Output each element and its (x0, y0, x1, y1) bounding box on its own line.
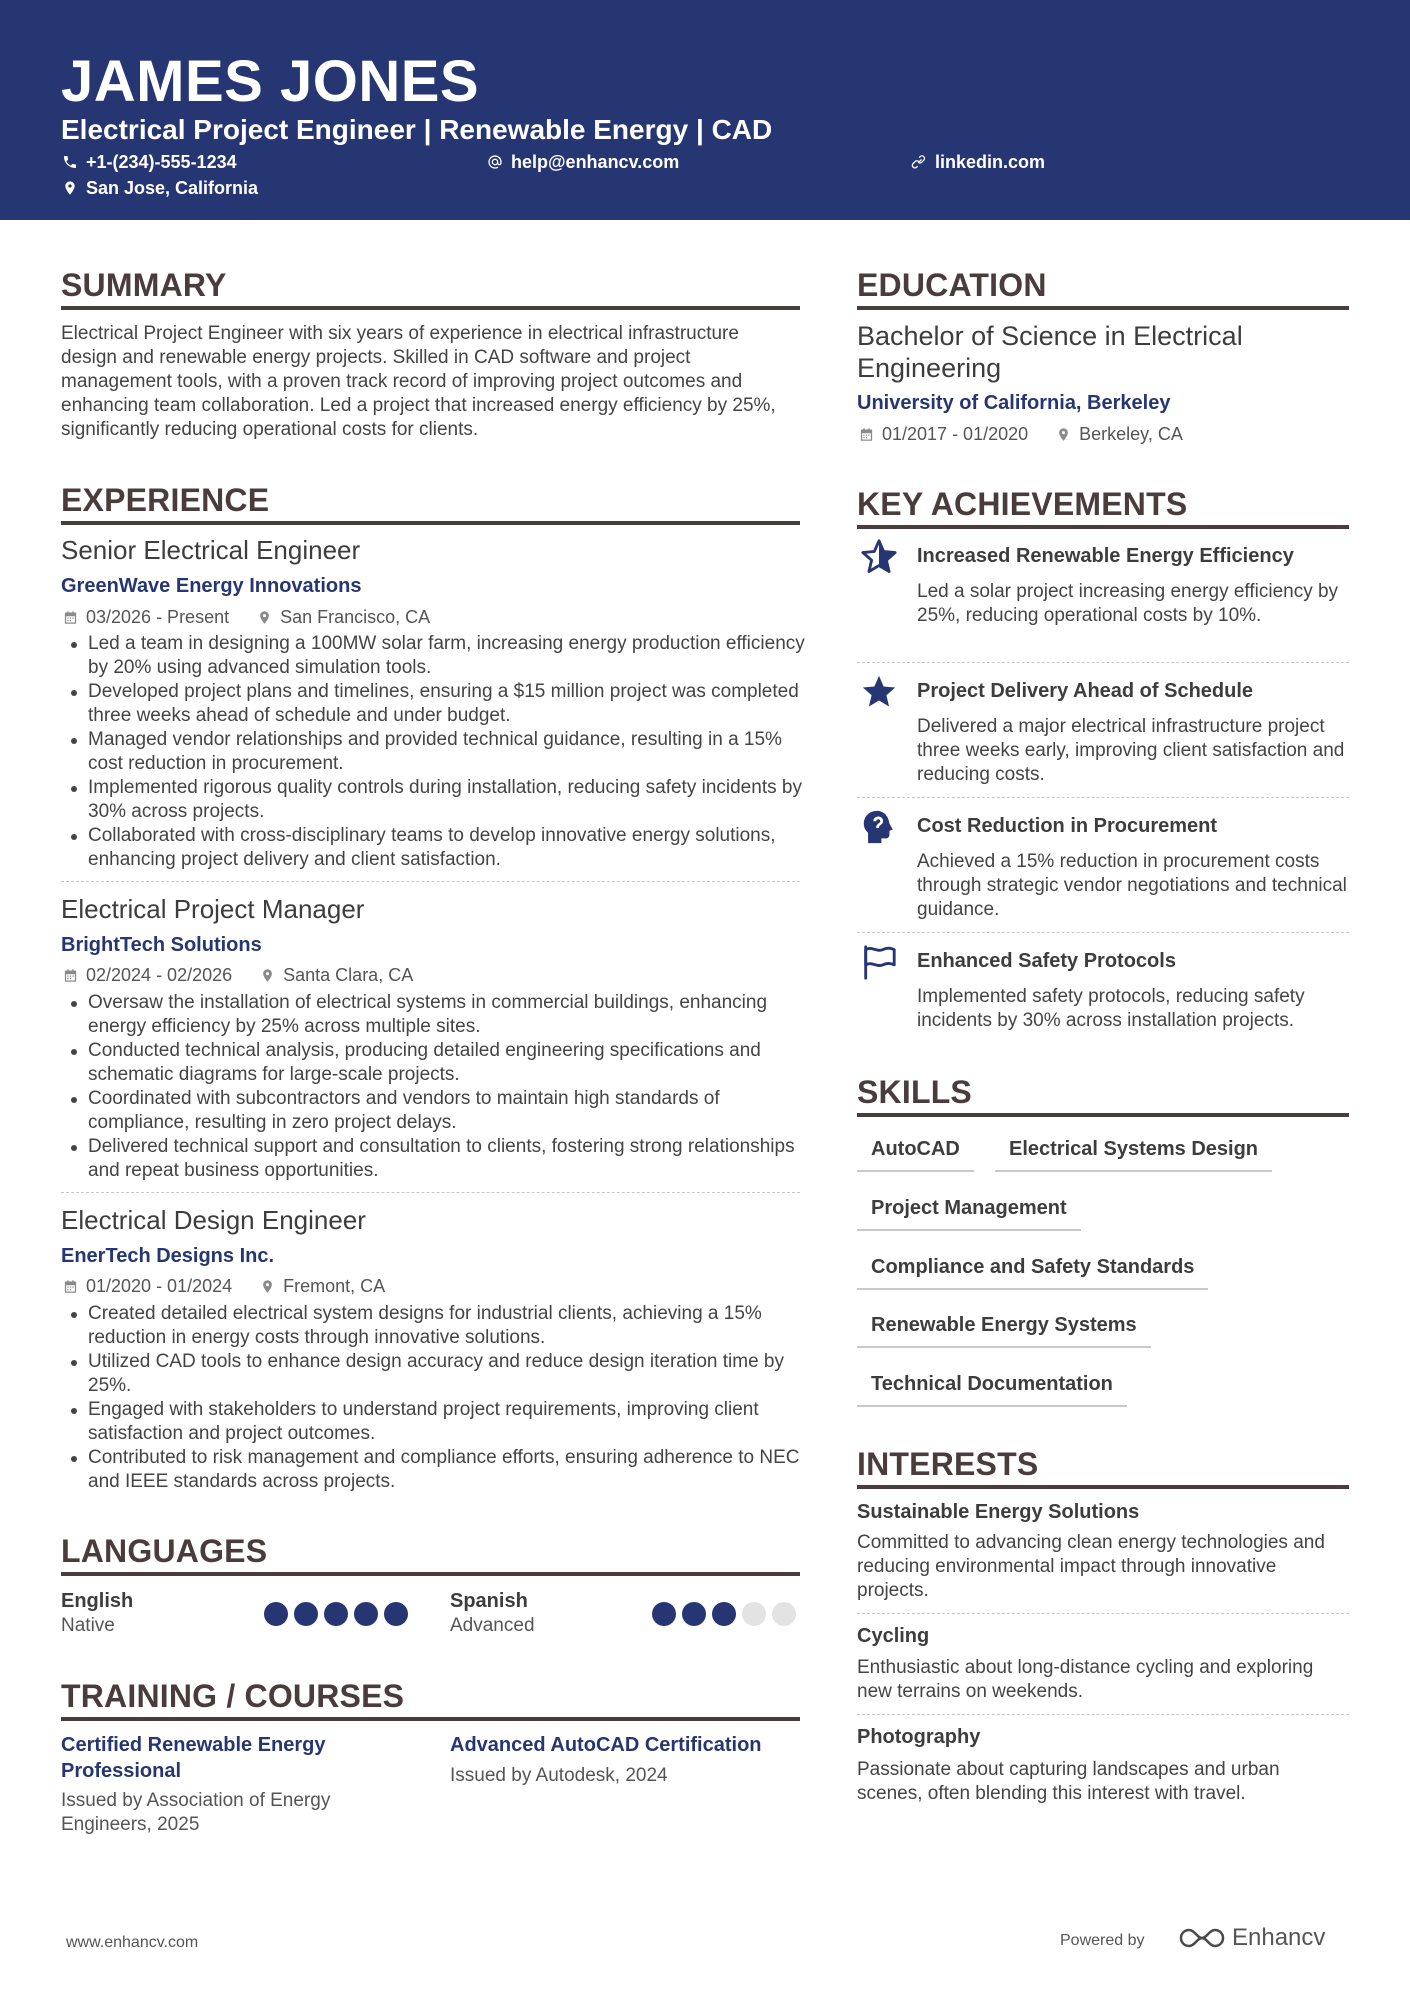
interest-title: Sustainable Energy Solutions (857, 1501, 1140, 1523)
list-item: Engaged with stakeholders to understand project requirements, improving client satisfaction and project outcomes. (61, 1398, 806, 1446)
rating-dot-filled (384, 1602, 408, 1626)
list-item: Managed vendor relationships and provided technical guidance, resulting in a 15% cost reduction in procurement. (61, 728, 806, 776)
interest-title: Cycling (857, 1625, 930, 1647)
job-divider (61, 1192, 800, 1193)
achievement-title: Enhanced Safety Protocols (917, 950, 1176, 972)
list-item: Contributed to risk management and compliance efforts, ensuring adherence to NEC and IEEE standards across projects. (61, 1446, 806, 1494)
star-filled-icon (860, 673, 898, 711)
achievement-desc: Implemented safety protocols, reducing safety incidents by 30% across installation projects. (917, 986, 1305, 1031)
list-item: Led a team in designing a 100MW solar farm, increasing energy production efficiency by 20% using advanced simulation tools. (61, 632, 806, 680)
location-pin-icon (260, 968, 275, 983)
job-dates: 01/2020 - 01/2024 (86, 1276, 233, 1296)
job-company[interactable]: BrightTech Solutions (61, 934, 262, 956)
education-meta (859, 423, 1183, 445)
job-meta (63, 1275, 385, 1297)
list-item: Utilized CAD tools to enhance design accuracy and reduce design iteration time by 25%. (61, 1350, 806, 1398)
calendar-icon (63, 1279, 78, 1294)
phone-text: +1-(234)-555-1234 (86, 152, 237, 172)
location-pin-icon (260, 1279, 275, 1294)
interests-title: INTERESTS (857, 1446, 1039, 1482)
at-icon (487, 154, 503, 170)
list-item: Developed project plans and timelines, ensuring a $15 million project was completed three weeks ahead of schedule and under budget. (61, 680, 806, 728)
job-meta (63, 964, 413, 986)
flag-icon (860, 943, 898, 981)
experience-rule (61, 521, 800, 525)
list-item: Oversaw the installation of electrical systems in commercial buildings, enhancing energy efficiency by 25% across multiple sites. (61, 991, 806, 1039)
resume-header (0, 0, 1410, 220)
job-dates: 02/2024 - 02/2026 (86, 965, 233, 985)
skill-tag: Project Management (857, 1195, 1081, 1231)
headline: Electrical Project Engineer | Renewable Energy | CAD (61, 114, 773, 145)
rating-dot-filled (264, 1602, 288, 1626)
education-location: Berkeley, CA (1079, 424, 1183, 444)
location-text: San Jose, California (86, 178, 259, 198)
list-item: Created detailed electrical system designs for industrial clients, achieving a 15% reduction in energy costs through innovative solutions. (61, 1302, 806, 1350)
job-location: San Francisco, CA (280, 607, 431, 627)
contact-linkedin[interactable] (911, 150, 1045, 174)
list-item: Collaborated with cross-disciplinary teams to develop innovative energy solutions, enhancing project delivery and client satisfaction. (61, 824, 806, 872)
rating-dot-filled (712, 1602, 736, 1626)
education-title: EDUCATION (857, 267, 1047, 303)
footer-logo[interactable] (1178, 1924, 1325, 1952)
list-item: Delivered technical support and consultation to clients, fostering strong relationships and repeat business opportunities. (61, 1135, 806, 1183)
rating-dot-filled (682, 1602, 706, 1626)
training-title: TRAINING / COURSES (61, 1678, 405, 1714)
location-pin-icon (62, 180, 78, 196)
head-profile-icon (860, 808, 898, 846)
achievement-divider (857, 797, 1349, 798)
list-item: Implemented rigorous quality controls during installation, reducing safety incidents by 30% across projects. (61, 776, 806, 824)
education-dates: 01/2017 - 01/2020 (882, 424, 1029, 444)
course-issuer: Issued by Autodesk, 2024 (450, 1765, 668, 1786)
languages-rule (61, 1572, 800, 1576)
rating-dot-filled (294, 1602, 318, 1626)
footer-brand: Enhancv (1232, 1924, 1326, 1951)
summary-rule (61, 306, 800, 310)
email-text: help@enhancv.com (511, 152, 680, 172)
footer-powered-by: Powered by (1060, 1932, 1145, 1949)
job-dates: 03/2026 - Present (86, 607, 230, 627)
course-title: Advanced AutoCAD Certification (450, 1734, 762, 1756)
summary-text: Electrical Project Engineer with six years of experience in electrical infrastructure design and renewable energy projects. Skilled in CAD software and project management tools, with a proven track record of improving project outcomes and enhancing team collaboration. Led a project that increased energy efficiency by 25%, significantly reducing operational costs for clients. (61, 323, 776, 440)
achievement-desc: Achieved a 15% reduction in procurement costs through strategic vendor negotiations and technical guidance. (917, 851, 1347, 920)
course-issuer: Issued by Association of Energy Engineers, 2025 (61, 1790, 331, 1835)
interest-divider (857, 1714, 1349, 1715)
job-bullets (61, 991, 806, 1183)
education-degree: Bachelor of Science in Electrical Engineering (857, 321, 1243, 383)
skills-title: SKILLS (857, 1074, 972, 1110)
rating-dot-empty (742, 1602, 766, 1626)
rating-dot-empty (772, 1602, 796, 1626)
rating-dot-filled (324, 1602, 348, 1626)
enhancv-logo-icon (1178, 1925, 1226, 1951)
language-name: Spanish (450, 1590, 528, 1612)
job-bullets (61, 1302, 806, 1494)
interest-divider (857, 1613, 1349, 1614)
link-icon (911, 154, 927, 170)
language-level: Native (61, 1615, 115, 1636)
rating-dot-filled (652, 1602, 676, 1626)
achievement-title: Project Delivery Ahead of Schedule (917, 680, 1254, 702)
interests-rule (857, 1485, 1349, 1489)
calendar-icon (63, 968, 78, 983)
training-rule (61, 1717, 800, 1721)
achievement-divider (857, 932, 1349, 933)
course-title: Certified Renewable Energy Professional (61, 1734, 326, 1782)
language-rating (652, 1602, 802, 1626)
star-outline-icon (860, 538, 898, 576)
language-level: Advanced (450, 1615, 535, 1636)
education-rule (857, 306, 1349, 310)
skill-tag: AutoCAD (857, 1136, 974, 1172)
job-divider (61, 881, 800, 882)
skill-tag: Compliance and Safety Standards (857, 1254, 1208, 1290)
calendar-icon (859, 427, 874, 442)
education-school[interactable]: University of California, Berkeley (857, 392, 1171, 414)
interest-desc: Enthusiastic about long-distance cycling and exploring new terrains on weekends. (857, 1657, 1314, 1702)
job-role: Electrical Project Manager (61, 894, 365, 924)
contact-email[interactable] (487, 150, 679, 174)
achievements-title: KEY ACHIEVEMENTS (857, 486, 1188, 522)
contact-location (62, 176, 258, 200)
footer-website[interactable]: www.enhancv.com (66, 1934, 199, 1951)
location-pin-icon (1056, 427, 1071, 442)
job-location: Santa Clara, CA (283, 965, 414, 985)
job-meta (63, 606, 430, 628)
calendar-icon (63, 610, 78, 625)
candidate-name: JAMES JONES (61, 49, 480, 114)
skill-tag: Technical Documentation (857, 1371, 1127, 1407)
achievement-divider (857, 662, 1349, 663)
phone-icon (62, 154, 78, 170)
skills-rule (857, 1113, 1349, 1117)
interest-desc: Passionate about capturing landscapes and urban scenes, often blending this interest with travel. (857, 1759, 1280, 1804)
job-role: Senior Electrical Engineer (61, 535, 361, 565)
job-location: Fremont, CA (283, 1276, 386, 1296)
job-role: Electrical Design Engineer (61, 1205, 366, 1235)
interest-desc: Committed to advancing clean energy technologies and reducing environmental impact through innovative projects. (857, 1532, 1325, 1601)
skill-tag: Renewable Energy Systems (857, 1312, 1151, 1348)
languages-title: LANGUAGES (61, 1533, 268, 1569)
rating-dot-filled (354, 1602, 378, 1626)
interest-title: Photography (857, 1726, 981, 1748)
achievement-title: Cost Reduction in Procurement (917, 815, 1218, 837)
contact-phone[interactable] (62, 150, 237, 174)
list-item: Coordinated with subcontractors and vendors to maintain high standards of compliance, resulting in zero project delays. (61, 1087, 806, 1135)
job-bullets (61, 632, 806, 872)
skill-tag: Electrical Systems Design (995, 1136, 1272, 1172)
list-item: Conducted technical analysis, producing detailed engineering specifications and schematic diagrams for large-scale projects. (61, 1039, 806, 1087)
achievement-desc: Delivered a major electrical infrastructure project three weeks early, improving client satisfaction and reducing costs. (917, 716, 1345, 785)
linkedin-text: linkedin.com (935, 152, 1046, 172)
achievements-rule (857, 525, 1349, 529)
language-name: English (61, 1590, 134, 1612)
experience-title: EXPERIENCE (61, 482, 270, 518)
achievement-title: Increased Renewable Energy Efficiency (917, 545, 1294, 567)
job-company[interactable]: GreenWave Energy Innovations (61, 575, 362, 597)
achievement-desc: Led a solar project increasing energy efficiency by 25%, reducing operational costs by 10%. (917, 581, 1339, 626)
job-company[interactable]: EnerTech Designs Inc. (61, 1245, 275, 1267)
location-pin-icon (257, 610, 272, 625)
summary-title: SUMMARY (61, 267, 227, 303)
language-rating (264, 1602, 414, 1626)
